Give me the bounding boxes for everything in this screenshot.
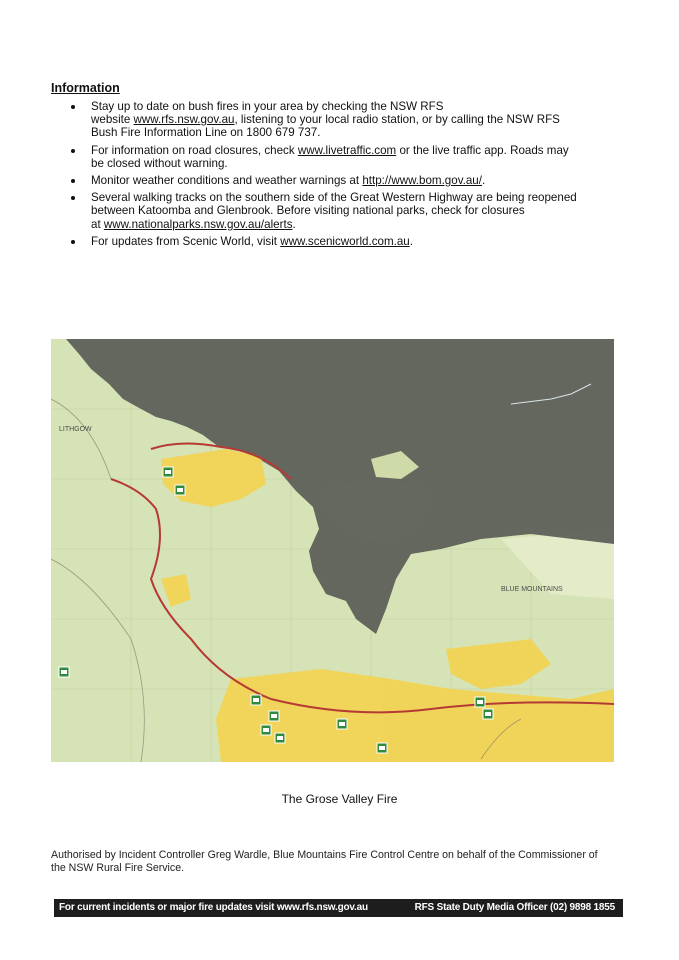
information-text: be closed without warning. — [91, 156, 228, 170]
information-text: . — [409, 234, 413, 248]
information-item — [0, 144, 640, 170]
bullet-icon — [71, 240, 75, 244]
facility-marker-icon — [163, 467, 173, 477]
facility-marker-icon — [251, 695, 261, 705]
place-label-lithgow: LITHGOW — [59, 426, 92, 433]
information-item — [0, 191, 640, 231]
facility-marker-icon — [475, 697, 485, 707]
information-text: . — [481, 174, 486, 188]
footer-bar — [54, 899, 623, 917]
information-text: website — [91, 113, 134, 127]
information-text: For updates from Scenic World, visit — [91, 234, 281, 248]
information-line — [91, 157, 640, 170]
information-line — [91, 218, 640, 231]
facility-marker-icon — [59, 667, 69, 677]
information-list — [0, 100, 640, 252]
information-link[interactable]: www.rfs.nsw.gov.au — [133, 113, 235, 127]
bullet-icon — [71, 179, 75, 183]
facility-marker-icon — [483, 709, 493, 719]
footer-left-text: For current incidents or major fire updates visit www.rfs.nsw.gov.au — [59, 902, 368, 913]
information-text: or the live traffic app. Roads may — [396, 143, 569, 157]
information-line — [91, 126, 640, 139]
bullet-icon — [71, 105, 75, 109]
information-item — [0, 235, 640, 248]
information-text: Several walking tracks on the southern side of the Great Western Highway are being reopened — [91, 191, 577, 205]
information-line — [91, 100, 640, 113]
facility-marker-icon — [275, 733, 285, 743]
map-caption: The Grose Valley Fire — [281, 792, 398, 806]
information-link[interactable]: www.nationalparks.nsw.gov.au/alerts — [103, 217, 293, 231]
information-text: at — [91, 217, 104, 231]
information-item — [0, 174, 640, 187]
facility-marker-icon — [337, 719, 347, 729]
information-text: between Katoomba and Glenbrook. Before visiting national parks, check for closures — [91, 204, 525, 218]
place-label-blue-mountains: BLUE MOUNTAINS — [501, 586, 563, 593]
information-text: Bush Fire Information Line on 1800 679 737. — [91, 126, 321, 140]
information-text: For information on road closures, check — [91, 143, 298, 157]
bullet-icon — [71, 196, 75, 200]
information-link[interactable]: www.livetraffic.com — [297, 143, 397, 157]
facility-marker-icon — [261, 725, 271, 735]
bullet-icon — [71, 149, 75, 153]
information-line — [91, 113, 640, 126]
facility-marker-icon — [377, 743, 387, 753]
facility-marker-icon — [175, 485, 185, 495]
facility-marker-icon — [269, 711, 279, 721]
information-line — [91, 235, 640, 248]
information-item — [0, 100, 640, 140]
information-text: Monitor weather conditions and weather warnings at — [91, 174, 363, 188]
fire-map — [51, 339, 614, 762]
footer-right-text: RFS State Duty Media Officer (02) 9898 1855 — [414, 902, 615, 913]
information-line — [91, 174, 640, 187]
information-text: , listening to your local radio station, or by calling the NSW RFS — [234, 113, 560, 127]
information-line — [91, 204, 640, 217]
information-heading: Information — [51, 81, 120, 95]
information-link[interactable]: http://www.bom.gov.au/ — [362, 174, 482, 188]
information-line — [91, 144, 640, 157]
information-text: . — [292, 217, 296, 231]
information-line — [91, 191, 640, 204]
information-link[interactable]: www.scenicworld.com.au — [280, 234, 410, 248]
authorisation-note: Authorised by Incident Controller Greg Wardle, Blue Mountains Fire Control Centre on behalf of the Commissioner of the NSW Rural Fire Service. — [51, 849, 598, 874]
information-text: Stay up to date on bush fires in your area by checking the NSW RFS — [91, 100, 444, 113]
